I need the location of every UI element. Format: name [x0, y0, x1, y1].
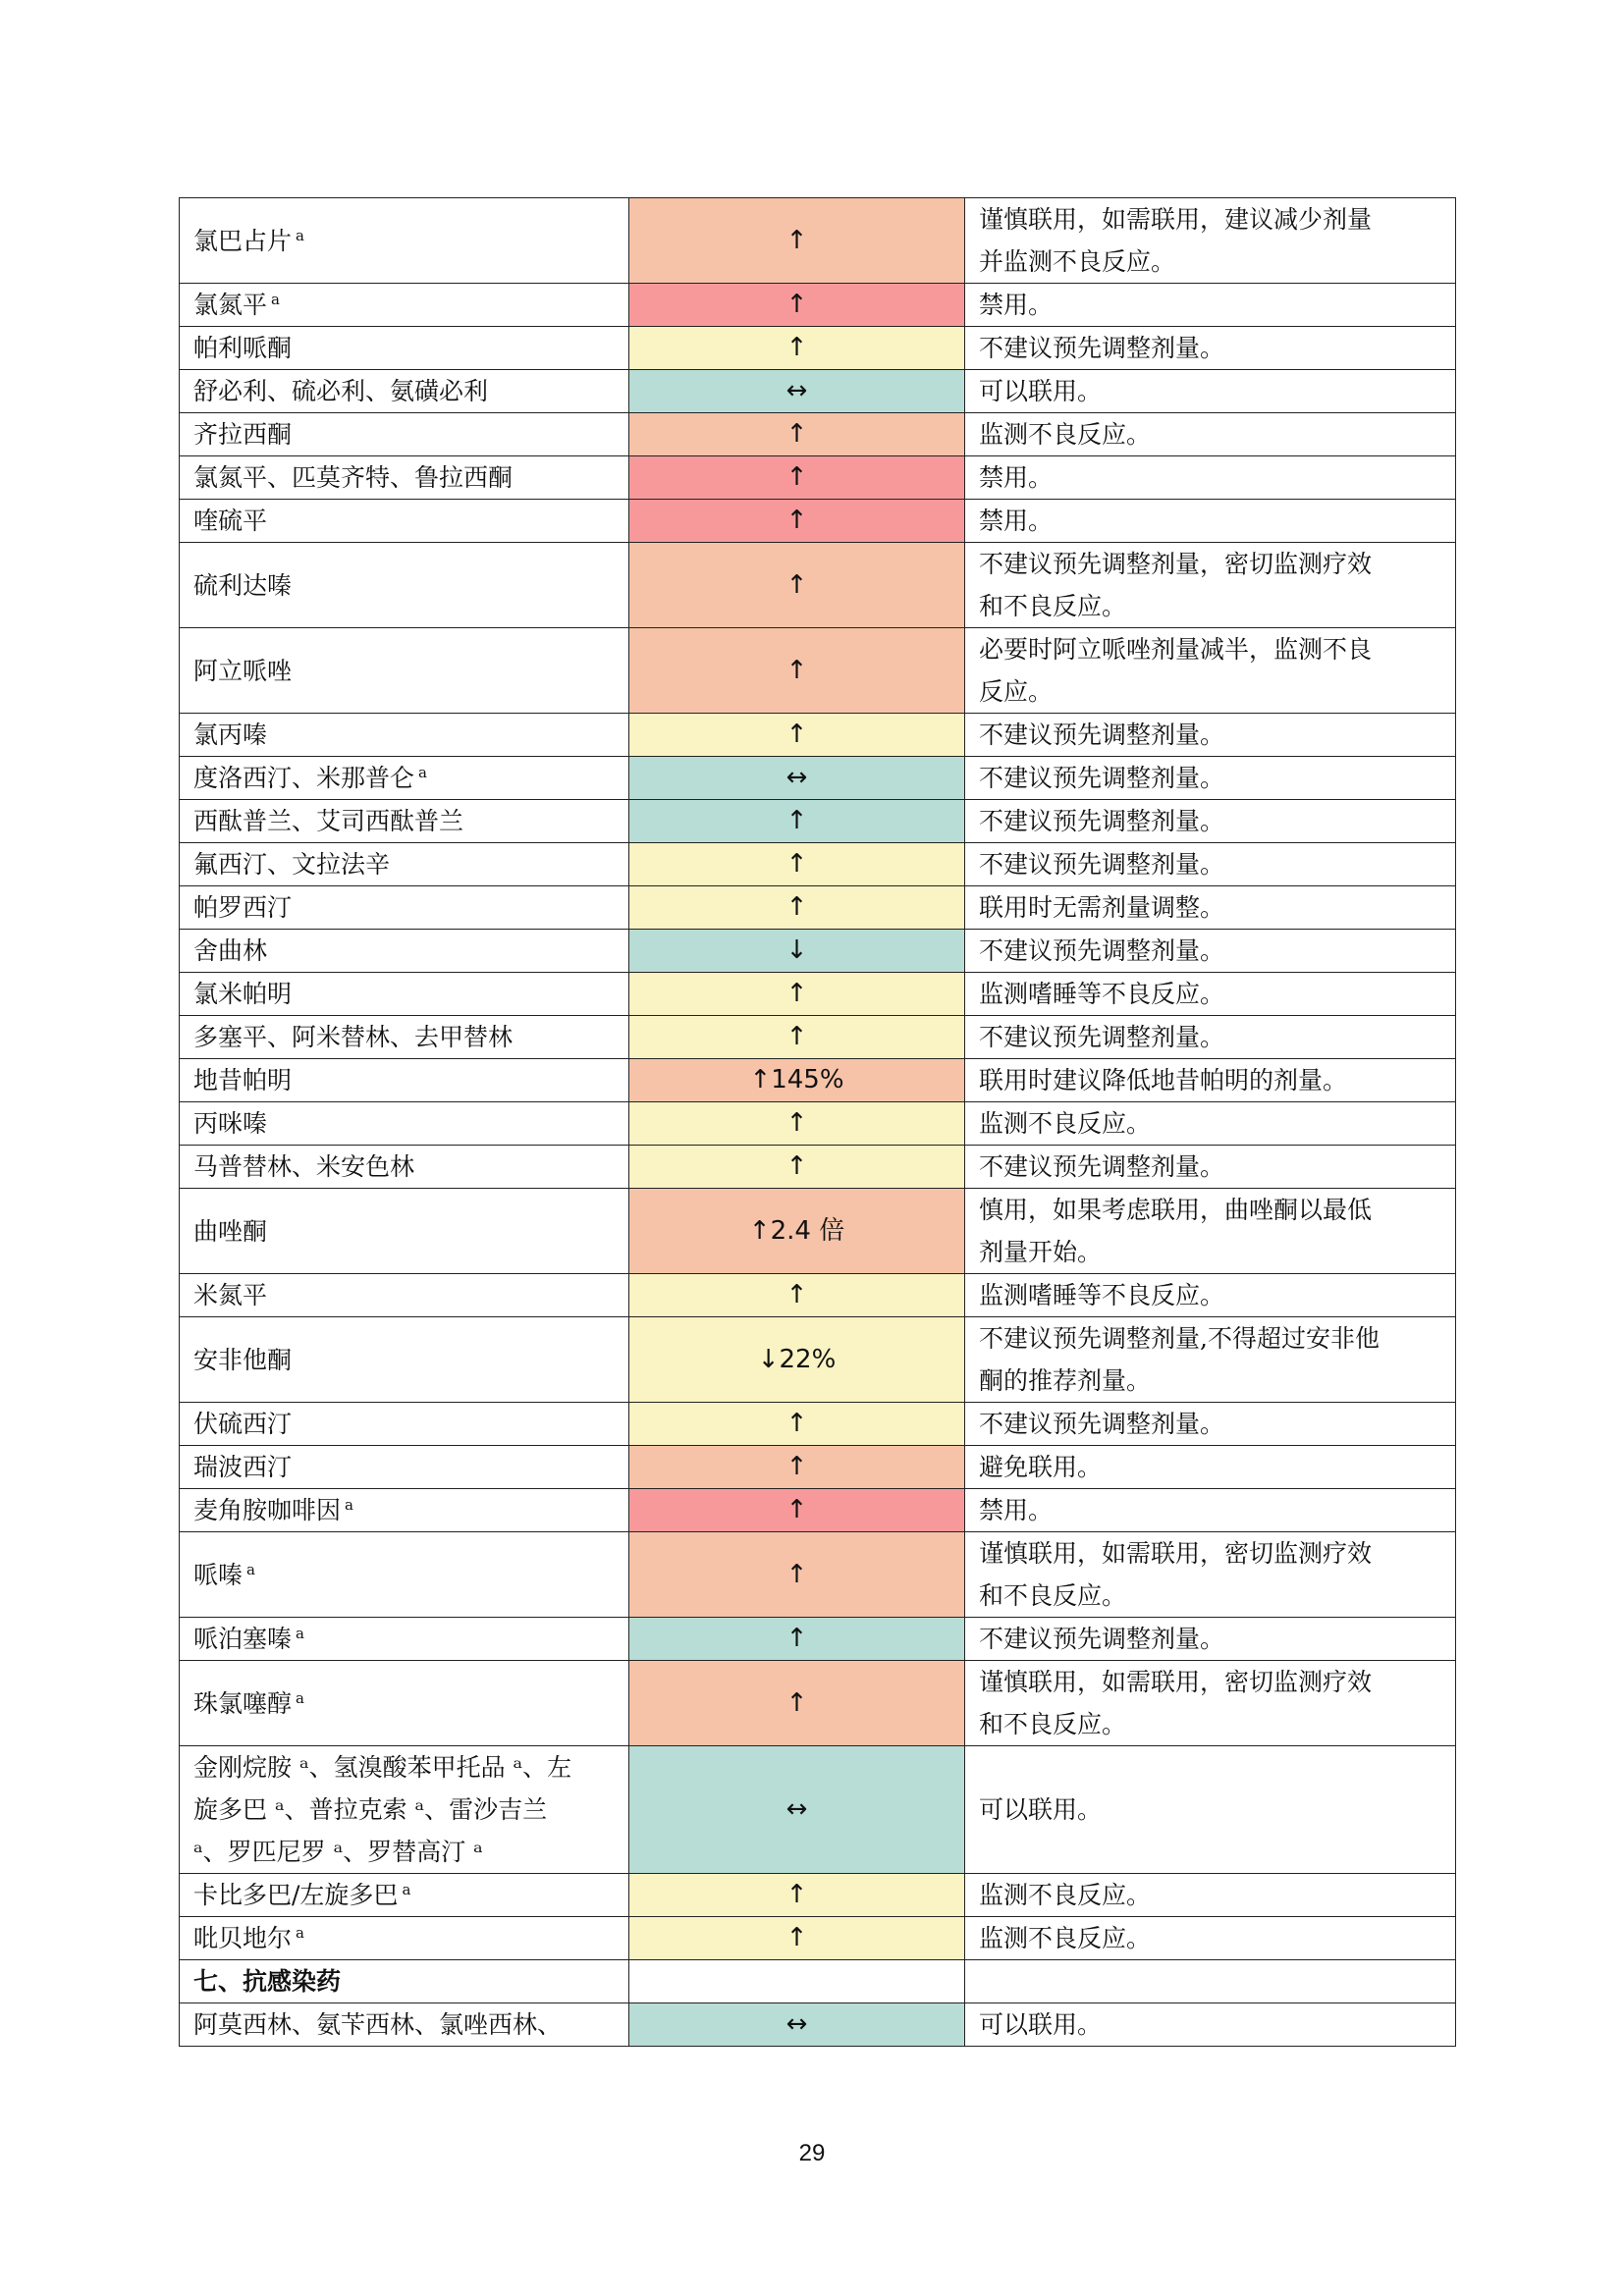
- effect-cell: [629, 370, 965, 413]
- drug-name-line: 马普替林、米安色林: [193, 1152, 415, 1181]
- drug-name-cell: [180, 1274, 629, 1317]
- section-header-row: [180, 1960, 1456, 2003]
- advice-line: 慎用，如果考虑联用，曲唑酮以最低: [979, 1196, 1373, 1224]
- footnote-marker: a: [402, 1881, 411, 1898]
- footnote-marker: a: [296, 226, 304, 244]
- drug-name-cell: [180, 1746, 629, 1874]
- advice-cell: [965, 284, 1456, 327]
- advice-line: 和不良反应。: [979, 592, 1127, 620]
- effect-cell: [629, 1274, 965, 1317]
- advice-cell: [965, 973, 1456, 1016]
- drug-name-cell: [180, 1874, 629, 1917]
- table-row: [180, 1532, 1456, 1618]
- advice-cell: [965, 1059, 1456, 1102]
- drug-name-cell: [180, 284, 629, 327]
- effect-value: ↑: [785, 419, 808, 449]
- effect-cell: [629, 1189, 965, 1274]
- drug-name-line: 七、抗感染药: [193, 1967, 342, 1996]
- drug-name-line: 曲唑酮: [193, 1216, 268, 1246]
- advice-line: 不建议预先调整剂量，密切监测疗效: [979, 550, 1373, 578]
- drug-name-cell: [180, 1059, 629, 1102]
- advice-line: 必要时阿立哌唑剂量减半，监测不良: [979, 635, 1373, 664]
- footnote-marker: a: [296, 1625, 304, 1642]
- effect-value: ↑: [785, 1108, 808, 1138]
- effect-value: ↑: [785, 1880, 808, 1909]
- effect-cell: [629, 327, 965, 370]
- advice-cell: [965, 800, 1456, 843]
- advice-line: 不建议预先调整剂量。: [979, 334, 1225, 362]
- effect-cell: [629, 1146, 965, 1189]
- drug-name-line: 帕利哌酮: [193, 334, 293, 362]
- drug-name-line: 金刚烷胺 ᵃ、氢溴酸苯甲托品 ᵃ、左: [193, 1753, 572, 1782]
- effect-cell: [629, 1618, 965, 1661]
- advice-line: 和不良反应。: [979, 1710, 1127, 1738]
- advice-line: 不建议预先调整剂量。: [979, 1152, 1225, 1181]
- advice-cell: [965, 1618, 1456, 1661]
- advice-cell: [965, 886, 1456, 930]
- table-row: [180, 800, 1456, 843]
- advice-line: 可以联用。: [979, 1795, 1103, 1824]
- drug-name-cell: [180, 1917, 629, 1960]
- advice-line: 不建议预先调整剂量。: [979, 1410, 1225, 1438]
- drug-name-cell: [180, 714, 629, 757]
- effect-value: ↔: [785, 1794, 808, 1824]
- effect-value: ↔: [785, 376, 808, 405]
- drug-name-line: 地昔帕明: [193, 1066, 293, 1095]
- drug-name-cell: [180, 1403, 629, 1446]
- advice-line: 联用时建议降低地昔帕明的剂量。: [979, 1066, 1348, 1095]
- footnote-marker: a: [246, 1560, 255, 1578]
- advice-cell: [965, 1102, 1456, 1146]
- drug-name-line: 硫利达嗪: [193, 570, 293, 600]
- advice-cell: [965, 413, 1456, 456]
- drug-name-cell: [180, 413, 629, 456]
- advice-line: 监测不良反应。: [979, 1881, 1152, 1909]
- drug-name-line: 丙咪嗪: [193, 1109, 268, 1138]
- effect-value: ↑: [785, 892, 808, 922]
- advice-line: 不建议预先调整剂量。: [979, 1625, 1225, 1653]
- advice-line: 谨慎联用，如需联用，密切监测疗效: [979, 1668, 1373, 1696]
- advice-line: [979, 1960, 1443, 2002]
- effect-value: ↑: [785, 1687, 808, 1718]
- drug-name-cell: [180, 1317, 629, 1403]
- effect-value: ↑: [785, 806, 808, 835]
- drug-name-cell: [180, 1189, 629, 1274]
- advice-cell: [965, 198, 1456, 284]
- drug-name-cell: [180, 1446, 629, 1489]
- table-row: [180, 1403, 1456, 1446]
- table-row: [180, 500, 1456, 543]
- table-row: [180, 1317, 1456, 1403]
- table-row: [180, 1146, 1456, 1189]
- table-row: [180, 1189, 1456, 1274]
- effect-cell: [629, 2003, 965, 2047]
- footnote-marker: a: [345, 1496, 353, 1514]
- drug-name-cell: [180, 456, 629, 500]
- table-row: [180, 370, 1456, 413]
- drug-name-line: 吡贝地尔 $^a$: [193, 1924, 304, 1952]
- advice-cell: [965, 2003, 1456, 2047]
- advice-cell: [965, 456, 1456, 500]
- effect-cell: [629, 1917, 965, 1960]
- effect-value: ↑: [785, 1559, 808, 1589]
- advice-cell: [965, 1446, 1456, 1489]
- advice-cell: [965, 1917, 1456, 1960]
- table-row: [180, 413, 1456, 456]
- effect-cell: [629, 543, 965, 628]
- table-row: [180, 714, 1456, 757]
- footnote-marker: a: [271, 291, 280, 308]
- effect-cell: [629, 973, 965, 1016]
- advice-cell: [965, 1661, 1456, 1746]
- table-row: [180, 886, 1456, 930]
- advice-line: 可以联用。: [979, 377, 1103, 405]
- advice-line: 可以联用。: [979, 2010, 1103, 2039]
- effect-value: ↑: [785, 1624, 808, 1653]
- drug-name-cell: [180, 2003, 629, 2047]
- drug-name-cell: [180, 1618, 629, 1661]
- effect-value: ↑: [785, 720, 808, 749]
- advice-line: 避免联用。: [979, 1453, 1103, 1481]
- advice-cell: [965, 543, 1456, 628]
- drug-name-line: 米氮平: [193, 1281, 268, 1309]
- advice-line: 剂量开始。: [979, 1238, 1103, 1266]
- table-row: [180, 1746, 1456, 1874]
- advice-line: 不建议预先调整剂量。: [979, 936, 1225, 965]
- drug-name-cell: [180, 543, 629, 628]
- drug-name-line: 帕罗西汀: [193, 893, 293, 922]
- effect-cell: [629, 1532, 965, 1618]
- drug-name-line: 哌嗪 $^a$: [193, 1560, 255, 1589]
- table-body: [180, 198, 1456, 2047]
- drug-name-line: ᵃ、罗匹尼罗 ᵃ、罗替高汀 ᵃ: [193, 1838, 483, 1866]
- effect-value: ↑2.4 倍: [748, 1215, 845, 1246]
- page-number: 29: [798, 2140, 826, 2166]
- effect-cell: [629, 800, 965, 843]
- effect-value: ↑: [785, 462, 808, 492]
- footnote-marker: a: [418, 764, 427, 781]
- effect-cell: [629, 1746, 965, 1874]
- table-row: [180, 628, 1456, 714]
- table-row: [180, 1016, 1456, 1059]
- advice-cell: [965, 327, 1456, 370]
- effect-value: ↑: [785, 506, 808, 535]
- effect-value: ↑: [785, 290, 808, 319]
- section-title: [180, 1960, 629, 2003]
- effect-value: [792, 1966, 800, 1996]
- drug-name-line: 舒必利、硫必利、氨磺必利: [193, 377, 489, 405]
- advice-line: 监测嗜睡等不良反应。: [979, 1281, 1225, 1309]
- advice-line: 禁用。: [979, 1496, 1054, 1524]
- table-row: [180, 973, 1456, 1016]
- advice-cell: [965, 930, 1456, 973]
- drug-name-cell: [180, 327, 629, 370]
- effect-value: ↑: [785, 979, 808, 1008]
- drug-name-line: 阿莫西林、氨苄西林、氯唑西林、: [193, 2010, 563, 2039]
- advice-cell: [965, 714, 1456, 757]
- effect-cell: [629, 198, 965, 284]
- drug-name-cell: [180, 1102, 629, 1146]
- effect-cell: [629, 714, 965, 757]
- table-row: [180, 284, 1456, 327]
- drug-name-line: 氯氮平、匹莫齐特、鲁拉西酮: [193, 463, 514, 492]
- effect-cell: [629, 284, 965, 327]
- effect-value: ↑: [785, 1409, 808, 1438]
- drug-name-cell: [180, 1532, 629, 1618]
- drug-name-cell: [180, 886, 629, 930]
- table-row: [180, 327, 1456, 370]
- drug-name-cell: [180, 843, 629, 886]
- effect-cell: [629, 1489, 965, 1532]
- effect-value: ↑: [785, 849, 808, 879]
- table-row: [180, 1274, 1456, 1317]
- effect-value: ↓22%: [757, 1344, 837, 1374]
- effect-cell: [629, 757, 965, 800]
- advice-cell: [965, 1274, 1456, 1317]
- table-row: [180, 2003, 1456, 2047]
- effect-cell: [629, 1317, 965, 1403]
- effect-cell: [629, 1446, 965, 1489]
- advice-line: 禁用。: [979, 463, 1054, 492]
- effect-value: ↑: [785, 1022, 808, 1051]
- advice-line: 并监测不良反应。: [979, 247, 1176, 276]
- advice-cell: [965, 1532, 1456, 1618]
- advice-line: 监测不良反应。: [979, 1109, 1152, 1138]
- drug-name-cell: [180, 1489, 629, 1532]
- advice-cell: [965, 1016, 1456, 1059]
- effect-value: ↔: [785, 2009, 808, 2039]
- table-row: [180, 843, 1456, 886]
- table-row: [180, 1446, 1456, 1489]
- advice-line: 不建议预先调整剂量。: [979, 764, 1225, 792]
- effect-value: ↑: [785, 1151, 808, 1181]
- advice-cell: [965, 1874, 1456, 1917]
- table-row: [180, 1917, 1456, 1960]
- drug-name-cell: [180, 973, 629, 1016]
- effect-cell: [629, 628, 965, 714]
- effect-cell: [629, 1016, 965, 1059]
- table-row: [180, 1102, 1456, 1146]
- effect-cell: [629, 1661, 965, 1746]
- advice-cell: [965, 757, 1456, 800]
- drug-name-line: 氟西汀、文拉法辛: [193, 850, 391, 879]
- drug-name-line: 齐拉西酮: [193, 420, 293, 449]
- drug-name-line: 卡比多巴/左旋多巴 $^a$: [193, 1881, 411, 1909]
- effect-value: ↔: [785, 763, 808, 792]
- advice-line: 谨慎联用，如需联用，建议减少剂量: [979, 205, 1373, 234]
- footnote-marker: a: [296, 1924, 304, 1942]
- effect-cell: [629, 1059, 965, 1102]
- effect-value: ↑145%: [749, 1065, 844, 1095]
- advice-line: 反应。: [979, 677, 1054, 706]
- effect-cell: [629, 1874, 965, 1917]
- effect-value: ↑: [785, 225, 808, 255]
- effect-value: ↑: [785, 1923, 808, 1952]
- table-row: [180, 1489, 1456, 1532]
- drug-name-line: 珠氯噻醇 $^a$: [193, 1688, 304, 1718]
- drug-name-line: 哌泊塞嗪 $^a$: [193, 1625, 304, 1653]
- drug-name-line: 舍曲林: [193, 936, 268, 965]
- footnote-marker: a: [296, 1688, 304, 1707]
- drug-name-cell: [180, 198, 629, 284]
- effect-cell: [629, 500, 965, 543]
- effect-cell: [629, 456, 965, 500]
- advice-line: 禁用。: [979, 291, 1054, 319]
- table-row: [180, 1618, 1456, 1661]
- advice-cell: [965, 1746, 1456, 1874]
- advice-line: 和不良反应。: [979, 1581, 1127, 1610]
- effect-value: ↑: [785, 655, 808, 685]
- drug-name-line: 氯丙嗪: [193, 721, 268, 749]
- advice-cell: [965, 1146, 1456, 1189]
- advice-line: 联用时无需剂量调整。: [979, 893, 1225, 922]
- advice-line: 不建议预先调整剂量。: [979, 1023, 1225, 1051]
- drug-name-cell: [180, 1661, 629, 1746]
- effect-value: ↑: [785, 569, 808, 600]
- table-row: [180, 543, 1456, 628]
- effect-value: ↑: [785, 1495, 808, 1524]
- drug-name-cell: [180, 800, 629, 843]
- advice-line: 监测不良反应。: [979, 1924, 1152, 1952]
- advice-cell: [965, 628, 1456, 714]
- drug-name-line: 旋多巴 ᵃ、普拉克索 ᵃ、雷沙吉兰: [193, 1795, 548, 1824]
- drug-name-line: 喹硫平: [193, 507, 268, 535]
- advice-cell: [965, 1403, 1456, 1446]
- effect-cell: [629, 1960, 965, 2003]
- advice-line: 酮的推荐剂量。: [979, 1366, 1152, 1395]
- drug-name-cell: [180, 628, 629, 714]
- drug-interaction-table: [179, 197, 1456, 2047]
- advice-cell: [965, 843, 1456, 886]
- drug-name-line: 氯氮平 $^a$: [193, 291, 280, 319]
- advice-line: 禁用。: [979, 507, 1054, 535]
- advice-line: 谨慎联用，如需联用，密切监测疗效: [979, 1539, 1373, 1568]
- table-row: [180, 456, 1456, 500]
- table-row: [180, 930, 1456, 973]
- advice-line: 不建议预先调整剂量。: [979, 807, 1225, 835]
- advice-cell: [965, 370, 1456, 413]
- drug-name-line: 伏硫西汀: [193, 1410, 293, 1438]
- table-row: [180, 1059, 1456, 1102]
- effect-cell: [629, 1102, 965, 1146]
- drug-name-line: 瑞波西汀: [193, 1453, 293, 1481]
- drug-name-line: 度洛西汀、米那普仑 $^a$: [193, 764, 427, 792]
- effect-value: ↑: [785, 1452, 808, 1481]
- effect-value: ↓: [785, 935, 808, 965]
- drug-name-cell: [180, 370, 629, 413]
- effect-cell: [629, 413, 965, 456]
- drug-name-cell: [180, 1146, 629, 1189]
- effect-cell: [629, 930, 965, 973]
- effect-value: ↑: [785, 1280, 808, 1309]
- table-row: [180, 1661, 1456, 1746]
- advice-line: 不建议预先调整剂量。: [979, 721, 1225, 749]
- advice-cell: [965, 1317, 1456, 1403]
- advice-cell: [965, 1489, 1456, 1532]
- drug-name-line: 西酞普兰、艾司西酞普兰: [193, 807, 464, 835]
- advice-cell: [965, 500, 1456, 543]
- drug-name-cell: [180, 757, 629, 800]
- drug-name-line: 安非他酮: [193, 1345, 293, 1374]
- drug-name-cell: [180, 930, 629, 973]
- effect-cell: [629, 1403, 965, 1446]
- drug-name-cell: [180, 1016, 629, 1059]
- table-row: [180, 757, 1456, 800]
- advice-line: 不建议预先调整剂量。: [979, 850, 1225, 879]
- drug-name-line: 氯米帕明: [193, 980, 293, 1008]
- drug-name-line: 氯巴占片 $^a$: [193, 226, 304, 255]
- effect-cell: [629, 886, 965, 930]
- advice-line: 监测嗜睡等不良反应。: [979, 980, 1225, 1008]
- drug-name-line: 阿立哌唑: [193, 656, 293, 685]
- table-row: [180, 1874, 1456, 1917]
- table-row: [180, 198, 1456, 284]
- effect-value: ↑: [785, 333, 808, 362]
- advice-line: 监测不良反应。: [979, 420, 1152, 449]
- advice-line: 不建议预先调整剂量,不得超过安非他: [979, 1324, 1380, 1353]
- drug-name-cell: [180, 500, 629, 543]
- drug-name-line: 麦角胺咖啡因 $^a$: [193, 1496, 353, 1524]
- advice-cell: [965, 1189, 1456, 1274]
- advice-cell: [965, 1960, 1456, 2003]
- effect-cell: [629, 843, 965, 886]
- drug-name-line: 多塞平、阿米替林、去甲替林: [193, 1023, 514, 1051]
